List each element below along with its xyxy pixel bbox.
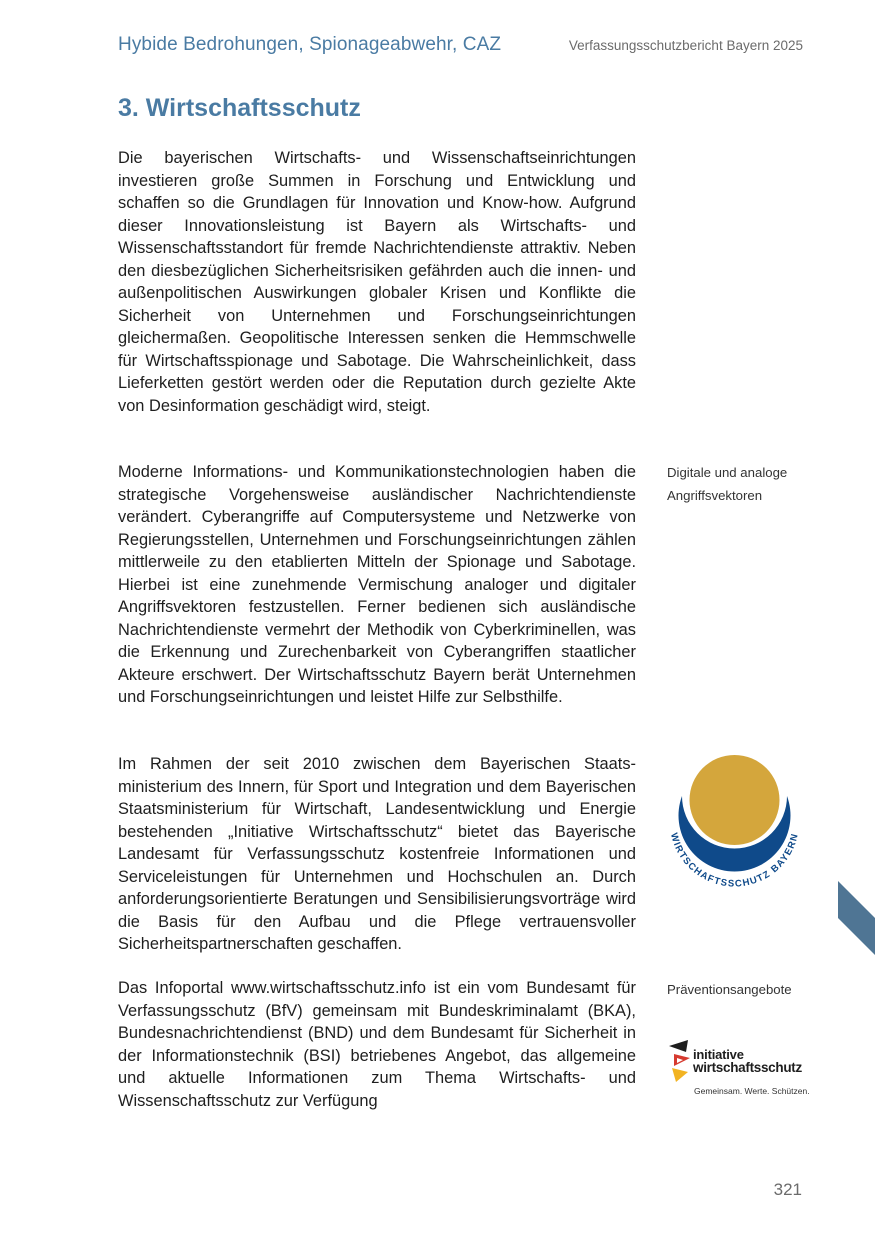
page-number: 321 [773, 1180, 802, 1199]
header-chapter-title: Hybide Bedrohungen, Spionageabwehr, CAZ [118, 34, 502, 55]
margin-note-attack-vectors: Digitale und analoge Angriffsvektoren [667, 465, 788, 503]
margin-note-prevention: Präventionsangebote [667, 982, 792, 997]
initiative-logo-line1: initiative [693, 1047, 744, 1062]
initiative-triangle-icon [666, 1038, 694, 1086]
body-paragraph: Die bayerischen Wirtschafts- und Wissenschaftseinrichtungen investieren große Summen in Forschung und Entwicklung und schaffen so die Grundlagen für Innovation und Know-how. Aufgrund dieser Innovationsleistung ist Bayern als Wirtschafts- und Wissenschaftsstandort für fremde Nachrichtendienste attraktiv. Neben den diesbezüglichen Sicherheitsrisiken gefährden auch die innen- und außenpolitischen Auswirkungen globaler Krisen und Konflikte die Sicherheit von Unternehmen und Forschungseinrichtungen gleichermaßen. Geopolitische Interessen senken die Hemmschwelle für Wirtschaftsspionage und Sabotage. Die Wahrscheinlichkeit, dass Lieferketten gestört werden oder die Reputation durch gezielte Akte von Desinformation geschädigt wird, steigt. [118, 149, 636, 415]
wirtschaftsschutz-bayern-logo [662, 748, 807, 893]
badge-text: WIRTSCHAFTSSCHUTZ BAYERN [667, 831, 801, 890]
chapter-edge-tab [838, 881, 875, 955]
section-title: 3. Wirtschaftsschutz [118, 94, 361, 122]
body-paragraph: Moderne Informations- und Kommunikationstechnologien haben die strategische Vorgehensweise ausländischer Nachrichtendienste verändert. Cyberangriffe auf Computersysteme und Netzwerke von Regierungsstellen, Unternehmen und Forschungseinrichtungen zählen mittlerweile zu den etablierten Mitteln der Spionage und Sabotage. Hierbei ist eine zunehmende Vermischung analoger und digitaler Angriffsvektoren festzustellen. Ferner bedienen sich ausländische Nachrichtendienste vermehrt der Methodik von Cyberkriminellen, was die Erkennung und Zurechenbarkeit von Cyberangriffen staatlicher Akteure erschwert. Der Wirtschaftsschutz Bayern berät Unternehmen und Forschungseinrichtungen und leistet Hilfe zur Selbsthilfe. [118, 463, 636, 706]
badge-sun-circle [690, 755, 780, 845]
header-report-title: Verfassungsschutzbericht Bayern 2025 [568, 38, 803, 53]
initiative-wirtschaftsschutz-logo [666, 1038, 812, 1102]
body-paragraph: Das Infoportal www.wirtschaftsschutz.info ist ein vom Bundesamt für Verfassungsschutz (BfV) gemeinsam mit Bundeskriminalamt (BKA), Bundesnachrichtendienst (BND) und dem Bundesamt für Sicherheit in der Informationstechnik (BSI) betriebenes Angebot, das allgemeine und aktuelle Informationen zum Thema Wirtschafts- und Wissenschaftsschutz zur Verfügung [118, 979, 636, 1110]
initiative-logo-line2: wirtschaftsschutz [693, 1060, 802, 1075]
initiative-logo-slogan: Gemeinsam. Werte. Schützen. [694, 1086, 810, 1096]
body-paragraph: Im Rahmen der seit 2010 zwischen dem Bayerischen Staatsministerium des Innern, für Sport und Integration und dem Bayerischen Staatsministerium für Wirtschaft, Landesentwicklung und Energie bestehenden „Initiative Wirtschaftsschutz“ bietet das Bayerische Landesamt für Verfassungsschutz kostenfreie Informationen und Serviceleistungen für Unternehmen und Hochschulen an. Durch anforderungsorientierte Beratungen und Sensibilisierungsvorträge wird die Basis für den Aufbau und die Pflege vertrauensvoller Sicherheitspartnerschaften geschaffen. [118, 755, 636, 953]
